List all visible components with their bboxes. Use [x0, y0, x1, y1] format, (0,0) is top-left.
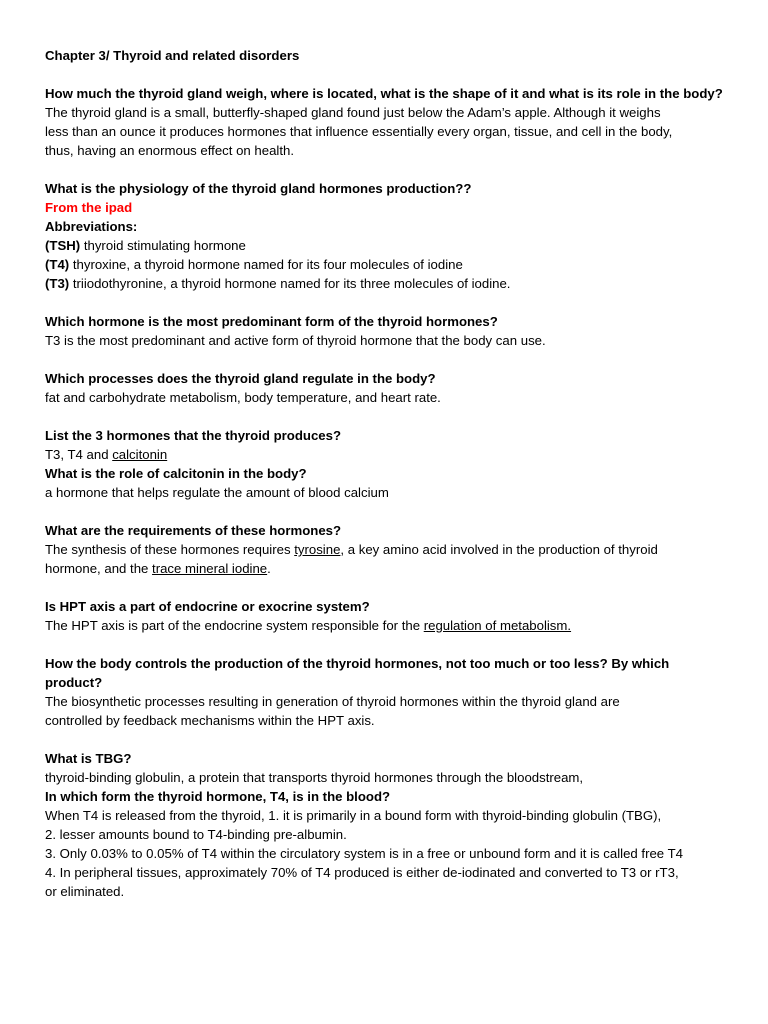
spacer	[45, 502, 745, 521]
abbreviation-desc: thyroxine, a thyroid hormone named for its four molecules of iodine	[69, 257, 463, 272]
document-body	[45, 46, 745, 901]
spacer	[45, 293, 745, 312]
answer-line	[45, 616, 745, 635]
question-t4-form: In which form the thyroid hormone, T4, is in the blood?	[45, 789, 391, 804]
answer-line: less than an ounce it produces hormones that influence essentially every organ, tissue, and cell in the body,	[45, 124, 673, 139]
answer-line: T3 is the most predominant and active form of thyroid hormone that the body can use.	[45, 333, 546, 348]
answer-line: fat and carbohydrate metabolism, body temperature, and heart rate.	[45, 390, 441, 405]
abbreviations-heading: Abbreviations:	[45, 219, 138, 234]
answer-text: hormone, and the	[45, 561, 153, 576]
answer-line: controlled by feedback mechanisms within the HPT axis.	[45, 713, 375, 728]
question-thyroid-weight: How much the thyroid gland weigh, where is located, what is the shape of it and what is its role in the body?	[45, 86, 723, 101]
spacer	[45, 578, 745, 597]
answer-line: 3. Only 0.03% to 0.05% of T4 within the circulatory system is in a free or unbound form and it is called free T4	[45, 846, 683, 861]
answer-text: .	[267, 561, 271, 576]
answer-text: T3, T4 and	[45, 447, 113, 462]
abbreviation-term: (TSH)	[45, 238, 81, 253]
abbreviation-item	[45, 255, 745, 274]
question-requirements: What are the requirements of these hormones?	[45, 523, 342, 538]
abbreviation-term: (T4)	[45, 257, 70, 272]
abbreviation-term: (T3)	[45, 276, 70, 291]
question-physiology: What is the physiology of the thyroid gland hormones production??	[45, 181, 472, 196]
answer-line: The biosynthetic processes resulting in generation of thyroid hormones within the thyroid gland are	[45, 694, 620, 709]
abbreviation-item	[45, 236, 745, 255]
answer-line: or eliminated.	[45, 884, 125, 899]
spacer	[45, 160, 745, 179]
spacer	[45, 350, 745, 369]
question-feedback-control-cont: product?	[45, 675, 103, 690]
answer-text: The synthesis of these hormones requires	[45, 542, 295, 557]
answer-text: The HPT axis is part of the endocrine system responsible for the	[45, 618, 424, 633]
chapter-title: Chapter 3/ Thyroid and related disorders	[45, 48, 300, 63]
answer-line: 4. In peripheral tissues, approximately 70% of T4 produced is either de-iodinated and converted to T3 or rT3,	[45, 865, 679, 880]
answer-line	[45, 445, 745, 464]
answer-line	[45, 559, 745, 578]
tyrosine-link[interactable]: tyrosine	[294, 542, 341, 557]
answer-text: , a key amino acid involved in the production of thyroid	[340, 542, 658, 557]
question-regulated-processes: Which processes does the thyroid gland regulate in the body?	[45, 371, 436, 386]
abbreviation-desc: triiodothyronine, a thyroid hormone named for its three molecules of iodine.	[69, 276, 511, 291]
answer-line: a hormone that helps regulate the amount of blood calcium	[45, 485, 389, 500]
spacer	[45, 635, 745, 654]
question-predominant-hormone: Which hormone is the most predominant form of the thyroid hormones?	[45, 314, 498, 329]
spacer	[45, 407, 745, 426]
answer-line: The thyroid gland is a small, butterfly-shaped gland found just below the Adam’s apple. Although it weighs	[45, 105, 661, 120]
question-three-hormones: List the 3 hormones that the thyroid produces?	[45, 428, 342, 443]
answer-line: 2. lesser amounts bound to T4-binding pre-albumin.	[45, 827, 347, 842]
calcitonin-link[interactable]: calcitonin	[112, 447, 168, 462]
spacer	[45, 65, 745, 84]
abbreviation-item	[45, 274, 745, 293]
question-tbg: What is TBG?	[45, 751, 132, 766]
regulation-of-metabolism-link[interactable]: regulation of metabolism.	[423, 618, 572, 633]
question-feedback-control: How the body controls the production of the thyroid hormones, not too much or too less? By which	[45, 656, 670, 671]
trace-mineral-iodine-link[interactable]: trace mineral iodine	[152, 561, 268, 576]
source-note: From the ipad	[45, 200, 133, 215]
question-hpt-axis: Is HPT axis a part of endocrine or exocrine system?	[45, 599, 370, 614]
question-calcitonin-role: What is the role of calcitonin in the body?	[45, 466, 307, 481]
answer-line: thus, having an enormous effect on health.	[45, 143, 295, 158]
answer-line: When T4 is released from the thyroid, 1. it is primarily in a bound form with thyroid-binding globulin (TBG),	[45, 808, 662, 823]
answer-line	[45, 540, 745, 559]
answer-line: thyroid-binding globulin, a protein that transports thyroid hormones through the bloodstream,	[45, 770, 584, 785]
abbreviation-desc: thyroid stimulating hormone	[80, 238, 246, 253]
spacer	[45, 730, 745, 749]
